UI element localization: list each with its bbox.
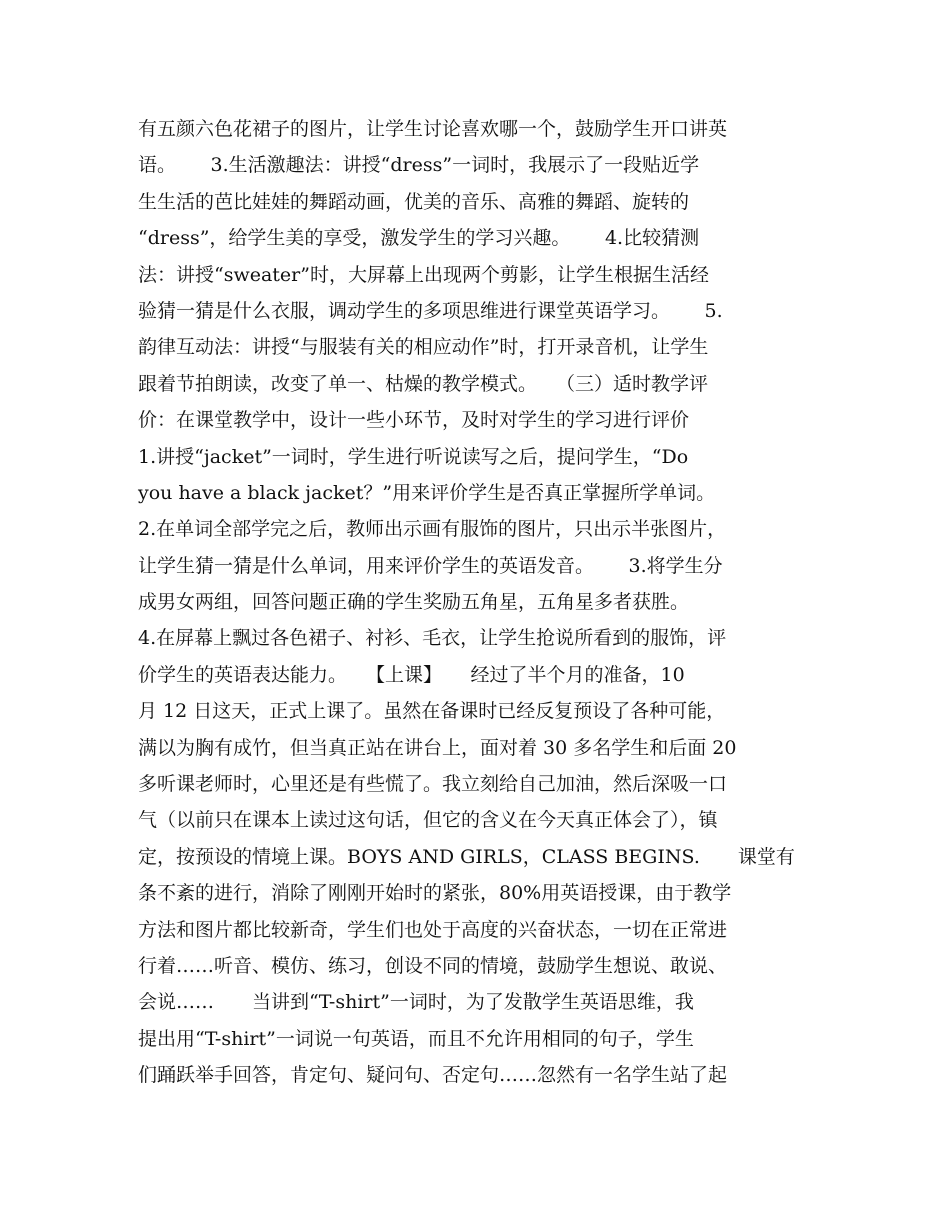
text-line: 跟着节拍朗读，改变了单一、枯燥的教学模式。 （三）适时教学评 [138, 372, 709, 395]
text-line: 行着……听音、模仿、练习，创设不同的情境，鼓励学生想说、敢说、 [138, 954, 728, 977]
text-line: 韵律互动法：讲授“与服装有关的相应动作”时，打开录音机，让学生 [138, 336, 709, 359]
text-line: 价学生的英语表达能力。 【上课】 经过了半个月的准备，10 [138, 663, 685, 686]
text-line: 1.讲授“jacket”一词时，学生进行听说读写之后，提问学生，“Do [138, 445, 689, 468]
text-line: you have a black jacket？”用来评价学生是否真正掌握所学单词。 [138, 481, 716, 504]
text-line: 语。 3.生活激趣法：讲授“dress”一词时，我展示了一段贴近学 [138, 154, 700, 177]
text-line: 们踊跃举手回答，肯定句、疑问句、否定句……忽然有一名学生站了起 [138, 1064, 728, 1087]
text-line: 生生活的芭比娃娃的舞蹈动画，优美的音乐、高雅的舞蹈、旋转的 [138, 190, 690, 213]
text-line: 验猜一猜是什么衣服，调动学生的多项思维进行课堂英语学习。 5. [138, 299, 723, 322]
text-line: “dress”，给学生美的享受，激发学生的学习兴趣。 4.比较猜测 [138, 227, 700, 250]
text-line: 有五颜六色花裙子的图片，让学生讨论喜欢哪一个，鼓励学生开口讲英 [138, 118, 728, 140]
text-line: 方法和图片都比较新奇，学生们也处于高度的兴奋状态，一切在正常进 [138, 918, 728, 941]
body-text [138, 111, 818, 1094]
text-line: 定，按预设的情境上课。BOYS AND GIRLS，CLASS BEGINS. 课堂有 [138, 845, 795, 868]
text-line: 4.在屏幕上飘过各色裙子、衬衫、毛衣，让学生抢说所看到的服饰，评 [138, 627, 727, 650]
text-line: 2.在单词全部学完之后，教师出示画有服饰的图片，只出示半张图片， [138, 518, 727, 541]
text-line: 多听课老师时，心里还是有些慌了。我立刻给自己加油，然后深吸一口 [138, 773, 728, 796]
text-line: 满以为胸有成竹，但当真正站在讲台上，面对着 30 多名学生和后面 20 [138, 736, 737, 759]
text-line: 价：在课堂教学中，设计一些小环节，及时对学生的学习进行评价 [138, 409, 690, 432]
text-line: 成男女两组，回答问题正确的学生奖励五角星，五角星多者获胜。 [138, 591, 690, 614]
text-line: 让学生猜一猜是什么单词，用来评价学生的英语发音。 3.将学生分 [138, 554, 723, 577]
text-line: 条不紊的进行，消除了刚刚开始时的紧张，80%用英语授课，由于教学 [138, 882, 732, 905]
text-line: 会说…… 当讲到“T-shirt”一词时，为了发散学生英语思维，我 [138, 991, 694, 1014]
text-line: 法：讲授“sweater”时，大屏幕上出现两个剪影，让学生根据生活经 [138, 263, 709, 286]
text-line: 月 12 日这天，正式上课了。虽然在备课时已经反复预设了各种可能， [138, 700, 726, 723]
text-line: 气（以前只在课本上读过这句话，但它的含义在今天真正体会了），镇 [138, 809, 718, 832]
text-line: 提出用“T-shirt”一词说一句英语，而且不允许用相同的句子，学生 [138, 1027, 694, 1050]
